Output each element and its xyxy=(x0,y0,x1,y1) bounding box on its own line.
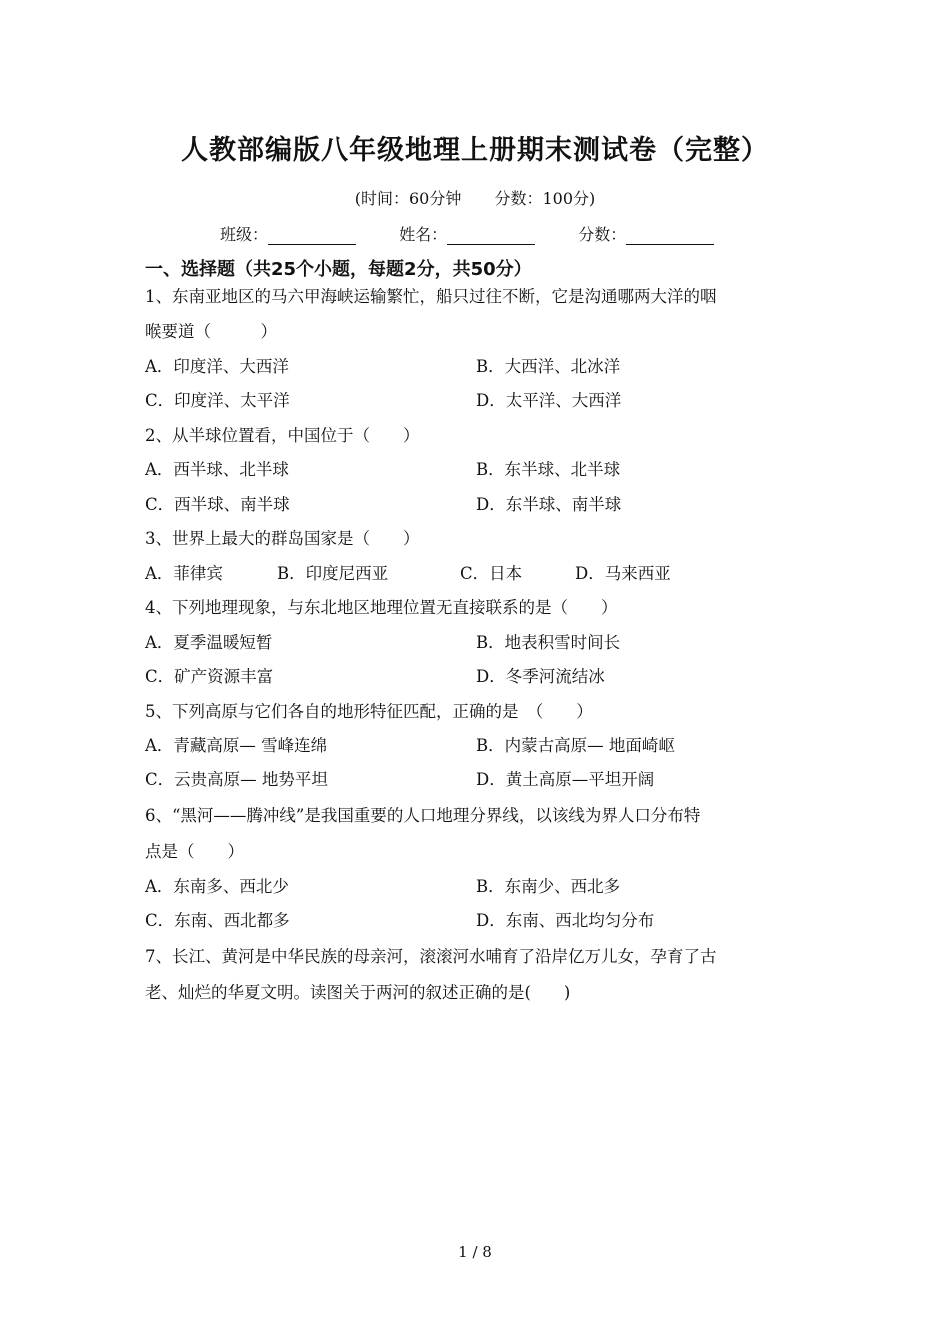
question-1-option-c: C．印度洋、太平洋 xyxy=(145,391,290,410)
class-label: 班级： xyxy=(220,225,269,244)
question-3-option-c: C．日本 xyxy=(460,564,523,583)
page-number: 1 / 8 xyxy=(458,1243,492,1261)
score-blank[interactable] xyxy=(626,228,714,245)
class-field xyxy=(220,222,356,245)
question-2-option-b: B．东半球、北半球 xyxy=(476,460,621,479)
exam-time: (时间：60分钟 xyxy=(354,189,462,208)
question-5-option-b: B．内蒙古高原— 地面崎岖 xyxy=(476,736,675,755)
exam-total-score: 分数：100分) xyxy=(494,189,596,208)
question-4-option-d: D．冬季河流结冰 xyxy=(476,667,605,686)
question-1-text-cont: 喉要道（ ） xyxy=(145,322,277,341)
question-6-text-cont: 点是（ ） xyxy=(145,842,244,861)
question-6-text: 6、“黑河——腾冲线”是我国重要的人口地理分界线，以该线为界人口分布特 xyxy=(145,806,701,825)
page-title: 人教部编版八年级地理上册期末测试卷（完整） xyxy=(181,135,769,166)
question-6-option-d: D．东南、西北均匀分布 xyxy=(476,911,655,930)
class-blank[interactable] xyxy=(268,228,356,245)
question-5-option-a: A．青藏高原— 雪峰连绵 xyxy=(145,736,328,755)
question-4-text: 4、下列地理现象，与东北地区地理位置无直接联系的是（ ） xyxy=(145,598,618,617)
question-2-text: 2、从半球位置看，中国位于（ ） xyxy=(145,426,420,445)
score-label: 分数： xyxy=(578,225,627,244)
question-5-text: 5、下列高原与它们各自的地形特征匹配，正确的是 （ ） xyxy=(145,702,593,721)
question-7-text: 7、长江、黄河是中华民族的母亲河，滚滚河水哺育了沿岸亿万儿女，孕育了古 xyxy=(145,947,717,966)
question-1-text: 1、东南亚地区的马六甲海峡运输繁忙，船只过往不断，它是沟通哪两大洋的咽 xyxy=(145,287,717,306)
question-2-option-d: D．东半球、南半球 xyxy=(476,495,622,514)
name-label: 姓名： xyxy=(399,225,448,244)
question-6-option-b: B．东南少、西北多 xyxy=(476,877,621,896)
name-field xyxy=(399,222,535,245)
exam-meta xyxy=(0,186,950,209)
question-5-option-c: C．云贵高原— 地势平坦 xyxy=(145,770,328,789)
question-7-text-cont: 老、灿烂的华夏文明。读图关于两河的叙述正确的是( ) xyxy=(145,983,571,1002)
question-1-option-d: D．太平洋、大西洋 xyxy=(476,391,622,410)
question-4-option-c: C．矿产资源丰富 xyxy=(145,667,274,686)
question-3-text: 3、世界上最大的群岛国家是（ ） xyxy=(145,529,420,548)
question-1-option-a: A．印度洋、大西洋 xyxy=(145,357,289,376)
question-6-option-c: C．东南、西北都多 xyxy=(145,911,290,930)
question-3-option-d: D．马来西亚 xyxy=(575,564,671,583)
question-5-option-d: D．黄土高原—平坦开阔 xyxy=(476,770,655,789)
question-4-option-a: A．夏季温暖短暂 xyxy=(145,633,273,652)
question-2-option-c: C．西半球、南半球 xyxy=(145,495,290,514)
question-3-option-b: B．印度尼西亚 xyxy=(277,564,389,583)
question-1-option-b: B．大西洋、北冰洋 xyxy=(476,357,621,376)
question-4-option-b: B．地表积雪时间长 xyxy=(476,633,621,652)
question-2-option-a: A．西半球、北半球 xyxy=(145,460,289,479)
section-heading: 一、选择题（共25个小题，每题2分，共50分） xyxy=(145,259,532,280)
question-6-option-a: A．东南多、西北少 xyxy=(145,877,289,896)
question-3-option-a: A．菲律宾 xyxy=(145,564,223,583)
score-field xyxy=(578,222,714,245)
name-blank[interactable] xyxy=(447,228,535,245)
student-info-fields xyxy=(220,222,752,245)
